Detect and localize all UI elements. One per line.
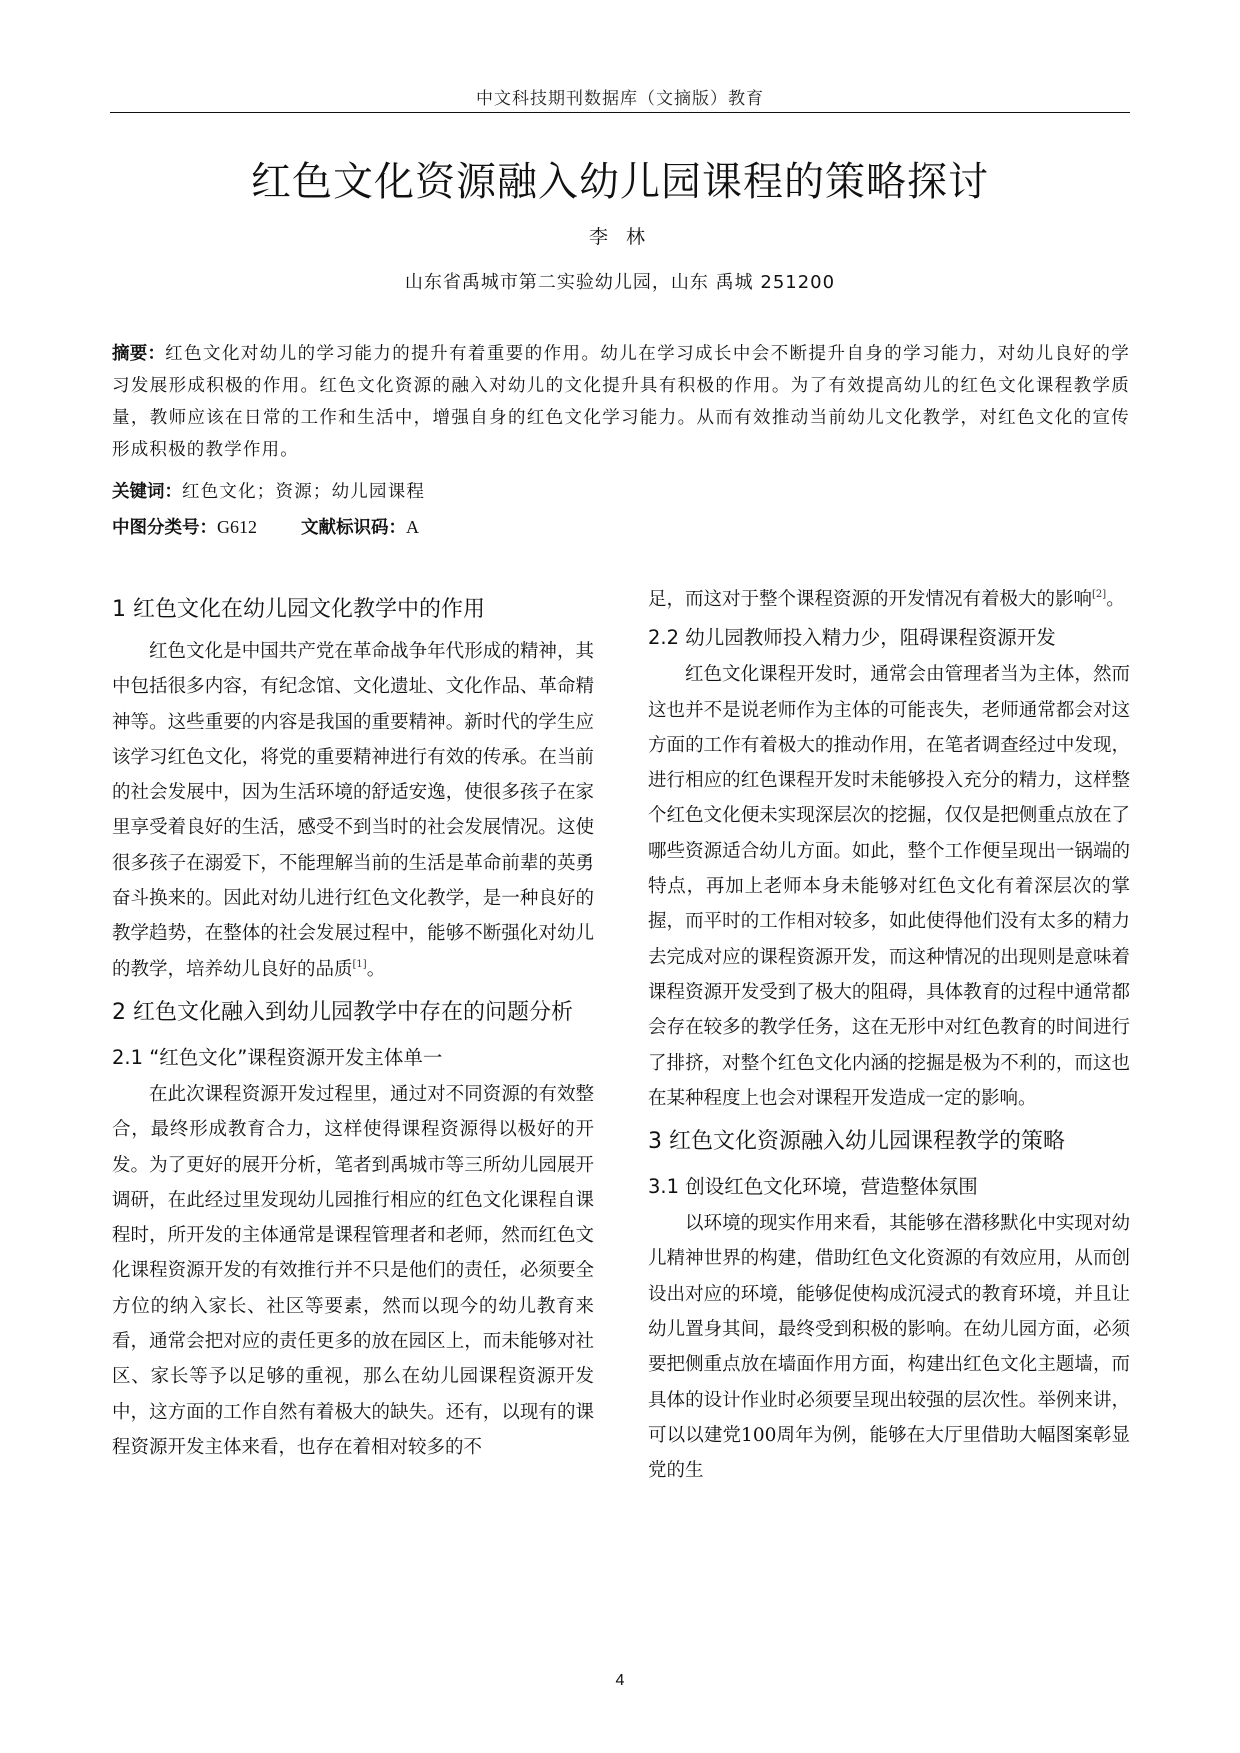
section-3-heading: 3 红色文化资源融入幼儿园课程教学的策略: [648, 1129, 1065, 1155]
abstract: [112, 338, 1130, 466]
author-name: 李 林: [588, 226, 652, 248]
header-rule: [110, 112, 1130, 113]
doc-code-value: A: [406, 517, 419, 537]
author-affiliation: 山东省禹城市第二实验幼儿园，山东 禹城 251200: [404, 272, 836, 293]
section-2-1-paragraph: 在此次课程资源开发过程里，通过对不同资源的有效整合，最终形成教育合力，这样使得课程资源得以极好的开发。为了更好的展开分析，笔者到禹城市等三所幼儿园展开调研，在此经过里发现幼儿园推行相应的红色文化课程自课程时，所开发的主体通常是课程管理者和老师，然而红色文化课程资源开发的有效推行并不只是他们的责任，必须要全方位的纳入家长、社区等要素，然而以现今的幼儿教育来看，通常会把对应的责任更多的放在园区上，而未能够对社区、家长等予以足够的重视，那么在幼儿园课程资源开发中，这方面的工作自然有着极大的缺失。还有，以现有的课程资源开发主体来看，也存在着相对较多的不: [112, 1083, 594, 1458]
section-2-heading: 2 红色文化融入到幼儿园教学中存在的问题分析: [112, 999, 573, 1025]
running-header: 中文科技期刊数据库（文摘版）教育: [476, 89, 764, 109]
doc-code-label: 文献标识码：: [301, 518, 406, 538]
section-2-1-heading: 2.1 “红色文化”课程资源开发主体单一: [112, 1045, 443, 1069]
section-3-1-paragraph: 以环境的现实作用来看，其能够在潜移默化中实现对幼儿精神世界的构建，借助红色文化资源的有效应用，从而创设出对应的环境，能够促使构成沉浸式的教育环境，并且让幼儿置身其间，最终受到积极的影响。在幼儿园方面，必须要把侧重点放在墙面作用方面，构建出红色文化主题墙，而具体的设计作业时必须要呈现出较强的层次性。举例来讲，可以以建党100周年为例，能够在大厅里借助大幅图案彰显党的生: [648, 1213, 1130, 1482]
page-number: 4: [615, 1672, 625, 1689]
section-1-heading: 1 红色文化在幼儿园文化教学中的作用: [112, 597, 485, 622]
clc-value: G612: [217, 517, 257, 537]
continued-paragraph-end: 。: [1106, 589, 1125, 610]
continued-paragraph: [648, 582, 1130, 617]
continued-paragraph-text: 足，而这对于整个课程资源的开发情况有着极大的影响: [648, 589, 1093, 610]
citation-ref-1: [1]: [352, 958, 367, 970]
classification-line: [112, 514, 1130, 539]
section-1-paragraph-end: 。: [366, 958, 386, 980]
section-2-2-paragraph: 红色文化课程开发时，通常会由管理者当为主体，然而这也并不是说老师作为主体的可能丧失，老师通常都会对这方面的工作有着极大的推动作用，在笔者调查经过中发现，进行相应的红色课程开发时未能够投入充分的精力，这样整个红色文化便未实现深层次的挖掘，仅仅是把侧重点放在了哪些资源适合幼儿方面。如此，整个工作便呈现出一锅端的特点，再加上老师本身未能够对红色文化有着深层次的掌握，而平时的工作相对较多，如此使得他们没有太多的精力去完成对应的课程资源开发，而这种情况的出现则是意味着课程资源开发受到了极大的阻碍，具体教育的过程中通常都会存在较多的教学任务，这在无形中对红色教育的时间进行了排挤，对整个红色文化内涵的挖掘是极为不利的，而这也在某种程度上也会对课程开发造成一定的影响。: [648, 664, 1130, 1109]
left-column: [112, 584, 594, 1465]
clc-label: 中图分类号：: [112, 518, 217, 538]
right-column: [648, 582, 1130, 1489]
section-1-paragraph: [112, 634, 594, 987]
abstract-text: 红色文化对幼儿的学习能力的提升有着重要的作用。幼儿在学习成长中会不断提升自身的学习能力，对幼儿良好的学习发展形成积极的作用。红色文化资源的融入对幼儿的文化提升具有积极的作用。为了有效提高幼儿的红色文化课程教学质量，教师应该在日常的工作和生活中，增强自身的红色文化学习能力。从而有效推动当前幼儿文化教学，对红色文化的宣传形成积极的教学作用。: [112, 344, 1130, 460]
paper-title: 红色文化资源融入幼儿园课程的策略探讨: [251, 159, 989, 205]
keywords: [112, 478, 1130, 503]
abstract-label: 摘要：: [112, 344, 166, 364]
section-2-2-heading: 2.2 幼儿园教师投入精力少，阻碍课程资源开发: [648, 626, 1056, 650]
keywords-label: 关键词：: [112, 482, 182, 502]
section-3-1-heading: 3.1 创设红色文化环境，营造整体氛围: [648, 1175, 978, 1199]
citation-ref-2: [2]: [1092, 589, 1107, 600]
keywords-text: 红色文化；资源；幼儿园课程: [182, 482, 426, 502]
section-1-paragraph-text: 红色文化是中国共产党在革命战争年代形成的精神，其中包括很多内容，有纪念馆、文化遗址、文化作品、革命精神等。这些重要的内容是我国的重要精神。新时代的学生应该学习红色文化，将党的重要精神进行有效的传承。在当前的社会发展中，因为生活环境的舒适安逸，使很多孩子在家里享受着良好的生活，感受不到当时的社会发展情况。这使很多孩子在溺爱下，不能理解当前的生活是革命前辈的英勇奋斗换来的。因此对幼儿进行红色文化教学，是一种良好的教学趋势，在整体的社会发展过程中，能够不断强化对幼儿的教学，培养幼儿良好的品质: [112, 641, 594, 980]
